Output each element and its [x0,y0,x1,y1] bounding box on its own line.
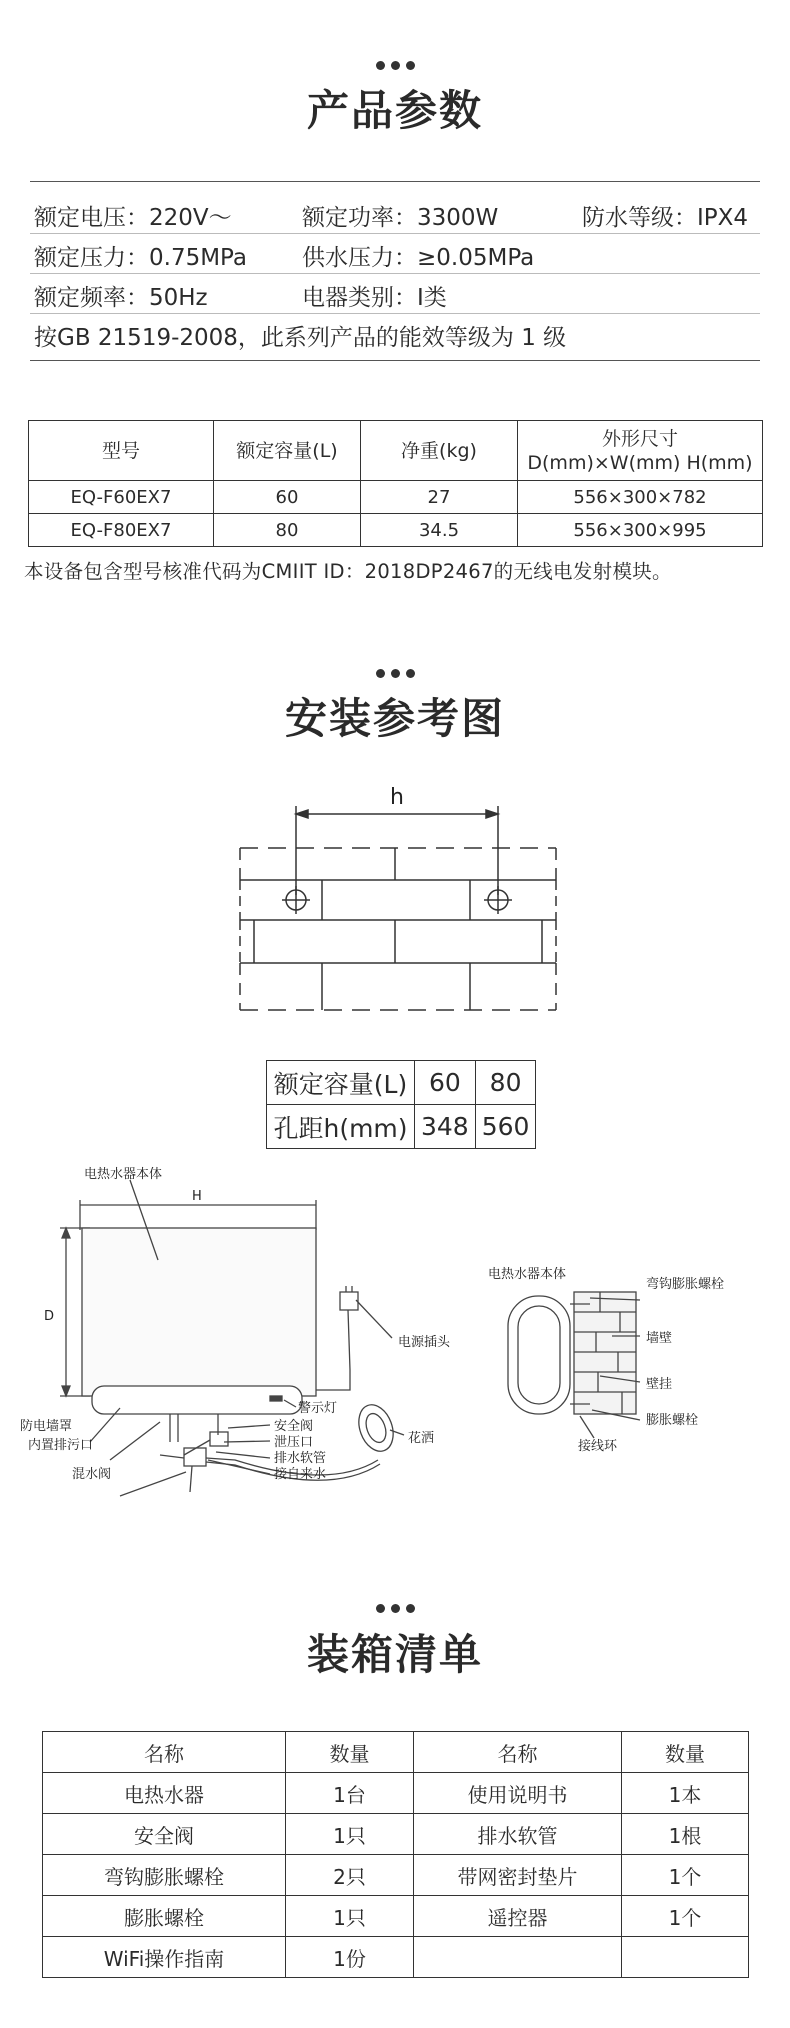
label-wall: 墙壁 [646,1331,673,1346]
header-dimensions-title: 外形尺寸 [601,427,678,450]
item-qty: 1本 [622,1773,749,1814]
label-plug: 电源插头 [398,1335,451,1350]
section-dots [0,663,790,675]
cell-capacity: 80 [214,514,361,547]
capacity-label: 额定容量(L) [267,1061,415,1105]
table-row [43,1773,749,1814]
capacity-60: 60 [415,1061,476,1105]
section-dots [0,55,790,67]
params-title: 产品参数 [306,86,483,135]
param-pressure: 额定压力：0.75MPa [34,245,247,271]
dimension-h-label: h [390,785,404,810]
divider [30,313,760,314]
item-name: 遥控器 [414,1896,622,1937]
label-drain-outlet: 内置排污口 [28,1438,94,1453]
label-safety-valve: 安全阀 [274,1419,314,1434]
cell-weight: 34.5 [361,514,518,547]
table-row [43,1855,749,1896]
item-qty: 1个 [622,1896,749,1937]
item-qty: 1台 [286,1773,414,1814]
install-title: 安装参考图 [284,694,505,743]
item-qty: 1根 [622,1814,749,1855]
label-drain-hose: 排水软管 [274,1451,327,1466]
header-qty: 数量 [622,1732,749,1773]
table-row [43,1814,749,1855]
label-body: 电热水器本体 [84,1167,163,1182]
item-name: 弯钩膨胀螺栓 [43,1855,286,1896]
cell-model: EQ-F60EX7 [29,481,214,514]
cell-capacity: 60 [214,481,361,514]
table-row [43,1896,749,1937]
table-row [267,1061,536,1105]
cell-dimensions: 556×300×782 [518,481,763,514]
capacity-80: 80 [475,1061,536,1105]
header-name: 名称 [43,1732,286,1773]
item-name: 排水软管 [414,1814,622,1855]
distance-348: 348 [415,1105,476,1149]
label-hanger: 壁挂 [646,1377,673,1392]
label-mixer: 混水阀 [72,1467,112,1482]
label-relief: 泄压口 [274,1435,314,1450]
item-name [414,1937,622,1978]
installation-drawing [0,1160,790,1520]
param-supply-pressure: 供水压力：≥0.05MPa [302,245,535,271]
item-name: 使用说明书 [414,1773,622,1814]
wall-mount-diagram [0,780,790,1055]
label-indicator: 警示灯 [298,1401,338,1416]
spec-table [28,420,763,547]
item-qty: 1只 [286,1814,414,1855]
hole-distance-table [266,1060,536,1149]
table-header-row [29,421,763,481]
table-row [267,1105,536,1149]
table-row [29,514,763,547]
distance-label: 孔距h(mm) [267,1105,415,1149]
label-tap-water: 接自来水 [274,1467,327,1482]
item-name: 膨胀螺栓 [43,1896,286,1937]
item-qty: 1份 [286,1937,414,1978]
item-qty [622,1937,749,1978]
header-name: 名称 [414,1732,622,1773]
cmiit-note: 本设备包含型号核准代码为CMIIT ID：2018DP2467的无线电发射模块。 [24,560,672,583]
divider [30,233,760,234]
cell-weight: 27 [361,481,518,514]
label-hook-bolt: 弯钩膨胀螺栓 [646,1277,725,1292]
item-qty: 1个 [622,1855,749,1896]
header-dimensions [518,421,763,481]
param-power: 额定功率：3300W [302,205,499,231]
label-expansion-bolt: 膨胀螺栓 [646,1413,699,1428]
item-name: 电热水器 [43,1773,286,1814]
pack-title: 装箱清单 [306,1630,483,1679]
param-voltage: 额定电压：220V～ [34,205,232,231]
item-name: WiFi操作指南 [43,1937,286,1978]
header-model: 型号 [29,421,214,481]
item-name: 安全阀 [43,1814,286,1855]
pack-list-table [42,1731,749,1978]
label-h-upper: H [192,1189,202,1204]
table-row [29,481,763,514]
table-header-row [43,1732,749,1773]
label-d: D [44,1309,55,1324]
header-capacity: 额定容量(L) [214,421,361,481]
label-side-body: 电热水器本体 [488,1267,567,1282]
distance-560: 560 [475,1105,536,1149]
param-waterproof: 防水等级：IPX4 [582,205,749,231]
label-shower: 花洒 [408,1431,435,1446]
table-row [43,1937,749,1978]
item-qty: 1只 [286,1896,414,1937]
label-wall-guard: 防电墙罩 [20,1419,73,1434]
item-qty: 2只 [286,1855,414,1896]
divider [30,360,760,361]
header-qty: 数量 [286,1732,414,1773]
param-energy: 按GB 21519-2008，此系列产品的能效等级为 1 级 [34,325,567,351]
item-name: 带网密封垫片 [414,1855,622,1896]
header-dimensions-units: D(mm)×W(mm) H(mm) [527,451,753,474]
divider [30,273,760,274]
param-category: 电器类别：I类 [302,285,447,311]
divider [30,181,760,182]
cell-dimensions: 556×300×995 [518,514,763,547]
param-frequency: 额定频率：50Hz [34,285,208,311]
label-ring: 接线环 [578,1439,618,1454]
header-weight: 净重(kg) [361,421,518,481]
section-dots [0,1598,790,1610]
cell-model: EQ-F80EX7 [29,514,214,547]
